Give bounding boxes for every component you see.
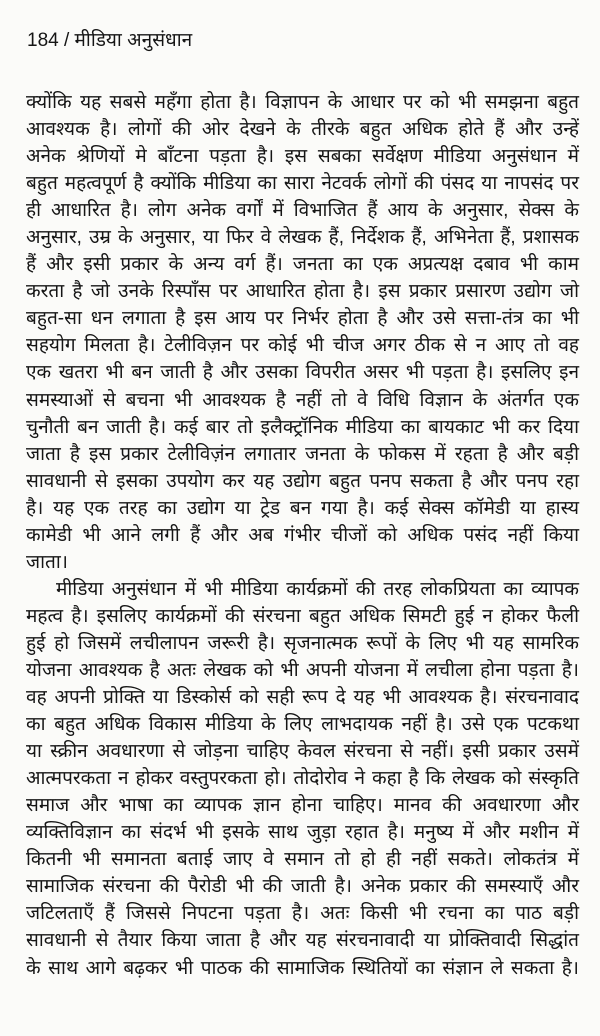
text-line: ही आधारित है। लोग अनेक वर्गों में विभाजित हैं आय के अनुसार, सेक्स के (26, 200, 579, 222)
text-line: कामेडी भी आने लगी हैं और अब गंभीर चीजों को अधिक पसंद नहीं किया (26, 524, 579, 546)
text-line: सावधानी से इसका उपयोग कर यह उद्योग बहुत पनप सकता है और पनप रहा (26, 470, 579, 492)
text-line: अनेक श्रेणियों मे बाँटना पड़ता है। इस सबका सर्वेक्षण मीडिया अनुसंधान में (26, 146, 579, 168)
text-line: एक खतरा भी बन जाती है और उसका विपरीत असर भी पड़ता है। इसलिए इन (26, 362, 579, 384)
text-line: बहुत-सा धन लगाता है इस आय पर निर्भर होता है और उसे सत्ता-तंत्र का भी (26, 308, 579, 330)
text-line: आत्मपरकता न होकर वस्तुपरकता हो। तोदोरोव ने कहा है कि लेखक को संस्कृति (26, 768, 579, 790)
text-line: समस्याओं से बचना भी आवश्यक है नहीं तो वे विधि विज्ञान के अंतर्गत एक (26, 389, 579, 411)
text-line: करता है जो उनके रिस्पाँस पर आधारित होता है। इस प्रकार प्रसारण उद्योग जो (26, 281, 579, 303)
text-line: जाता। (26, 551, 68, 573)
page-number: 184 (27, 30, 59, 51)
paragraph (26, 89, 579, 576)
text-line: आवश्यक है। लोगों की ओर देखने के तीरके बहुत अधिक होते हैं और उन्हें (26, 119, 579, 141)
text-line: चुनौती बन जाती है। कई बार तो इलैक्ट्रॉनिक मीडिया का बायकाट भी कर दिया (26, 416, 579, 438)
text-line: कितनी भी समानता बताई जाए वे समान तो हो ही नहीं सकते। लोकतंत्र में (26, 849, 579, 871)
text-line: सहयोग मिलता है। टेलीविज़न पर कोई भी चीज अगर ठीक से न आए तो वह (26, 335, 579, 357)
page-body (26, 89, 579, 982)
text-line: वह अपनी प्रोक्ति या डिस्कोर्स को सही रूप दे यह भी आवश्यक है। संरचनावाद (26, 687, 579, 709)
text-line: मीडिया अनुसंधान में भी मीडिया कार्यक्रमों की तरह लोकप्रियता का व्यापक (56, 578, 579, 600)
text-line: सामाजिक संरचना की पैरोडी भी की जाती है। अनेक प्रकार की समस्याएँ और (26, 876, 579, 898)
text-line: के साथ आगे बढ़कर भी पाठक की सामाजिक स्थितियों का संज्ञान ले सकता है। (26, 957, 579, 979)
running-header (27, 28, 192, 54)
text-line: हुई हो जिसमें लचीलापन जरूरी है। सृजनात्मक रूपों के लिए भी यह सामरिक (26, 632, 579, 654)
text-line: समाज और भाषा का व्यापक ज्ञान होना चाहिए। मानव की अवधारणा और (26, 795, 579, 817)
paragraph (26, 576, 579, 982)
text-line: बहुत महत्वपूर्ण है क्योंकि मीडिया का सारा नेटवर्क लोगों की पंसद या नापसंद पर (26, 173, 579, 195)
header-separator: / (63, 30, 70, 51)
text-line: है। यह एक तरह का उद्योग या ट्रेड बन गया है। कई सेक्स कॉमेडी या हास्य (26, 497, 579, 519)
text-line: का बहुत अधिक विकास मीडिया के लिए लाभदायक नहीं है। उसे एक पटकथा (26, 714, 579, 736)
text-line: या स्क्रीन अवधारणा से जोड़ना चाहिए केवल संरचना से नहीं। इसी प्रकार उसमें (26, 741, 579, 763)
text-line: क्योंकि यह सबसे महँगा होता है। विज्ञापन के आधार पर को भी समझना बहुत (26, 92, 579, 113)
text-line: योजना आवश्यक है अतः लेखक को भी अपनी योजना में लचीला होना पड़ता है। (26, 659, 579, 681)
text-line: अनुसार, उम्र के अनुसार, या फिर वे लेखक हैं, निर्देशक हैं, अभिनेता हैं, प्रशासक (26, 227, 579, 249)
text-line: जटिलताएँ हैं जिससे निपटना पड़ता है। अतः किसी भी रचना का पाठ बड़ी (26, 903, 579, 925)
text-line: जाता है इस प्रकार टेलीविज़ंन लगातार जनता के फोकस में रहता है और बड़ी (26, 443, 579, 465)
text-line: व्यक्तिविज्ञान का संदर्भ भी इसके साथ जुड़ा रहात है। मनुष्य में और मशीन में (26, 822, 579, 844)
text-line: महत्व है। इसलिए कार्यक्रमों की संरचना बहुत अधिक सिमटी हुई न होकर फैली (26, 605, 579, 627)
book-title: मीडिया अनुसंधान (74, 30, 193, 51)
text-line: हैं और इसी प्रकार के अन्य वर्ग हैं। जनता का एक अप्रत्यक्ष दबाव भी काम (26, 254, 579, 276)
text-line: सावधानी से तैयार किया जाता है और यह संरचनावादी या प्रोक्तिवादी सिद्धांत (26, 930, 579, 952)
